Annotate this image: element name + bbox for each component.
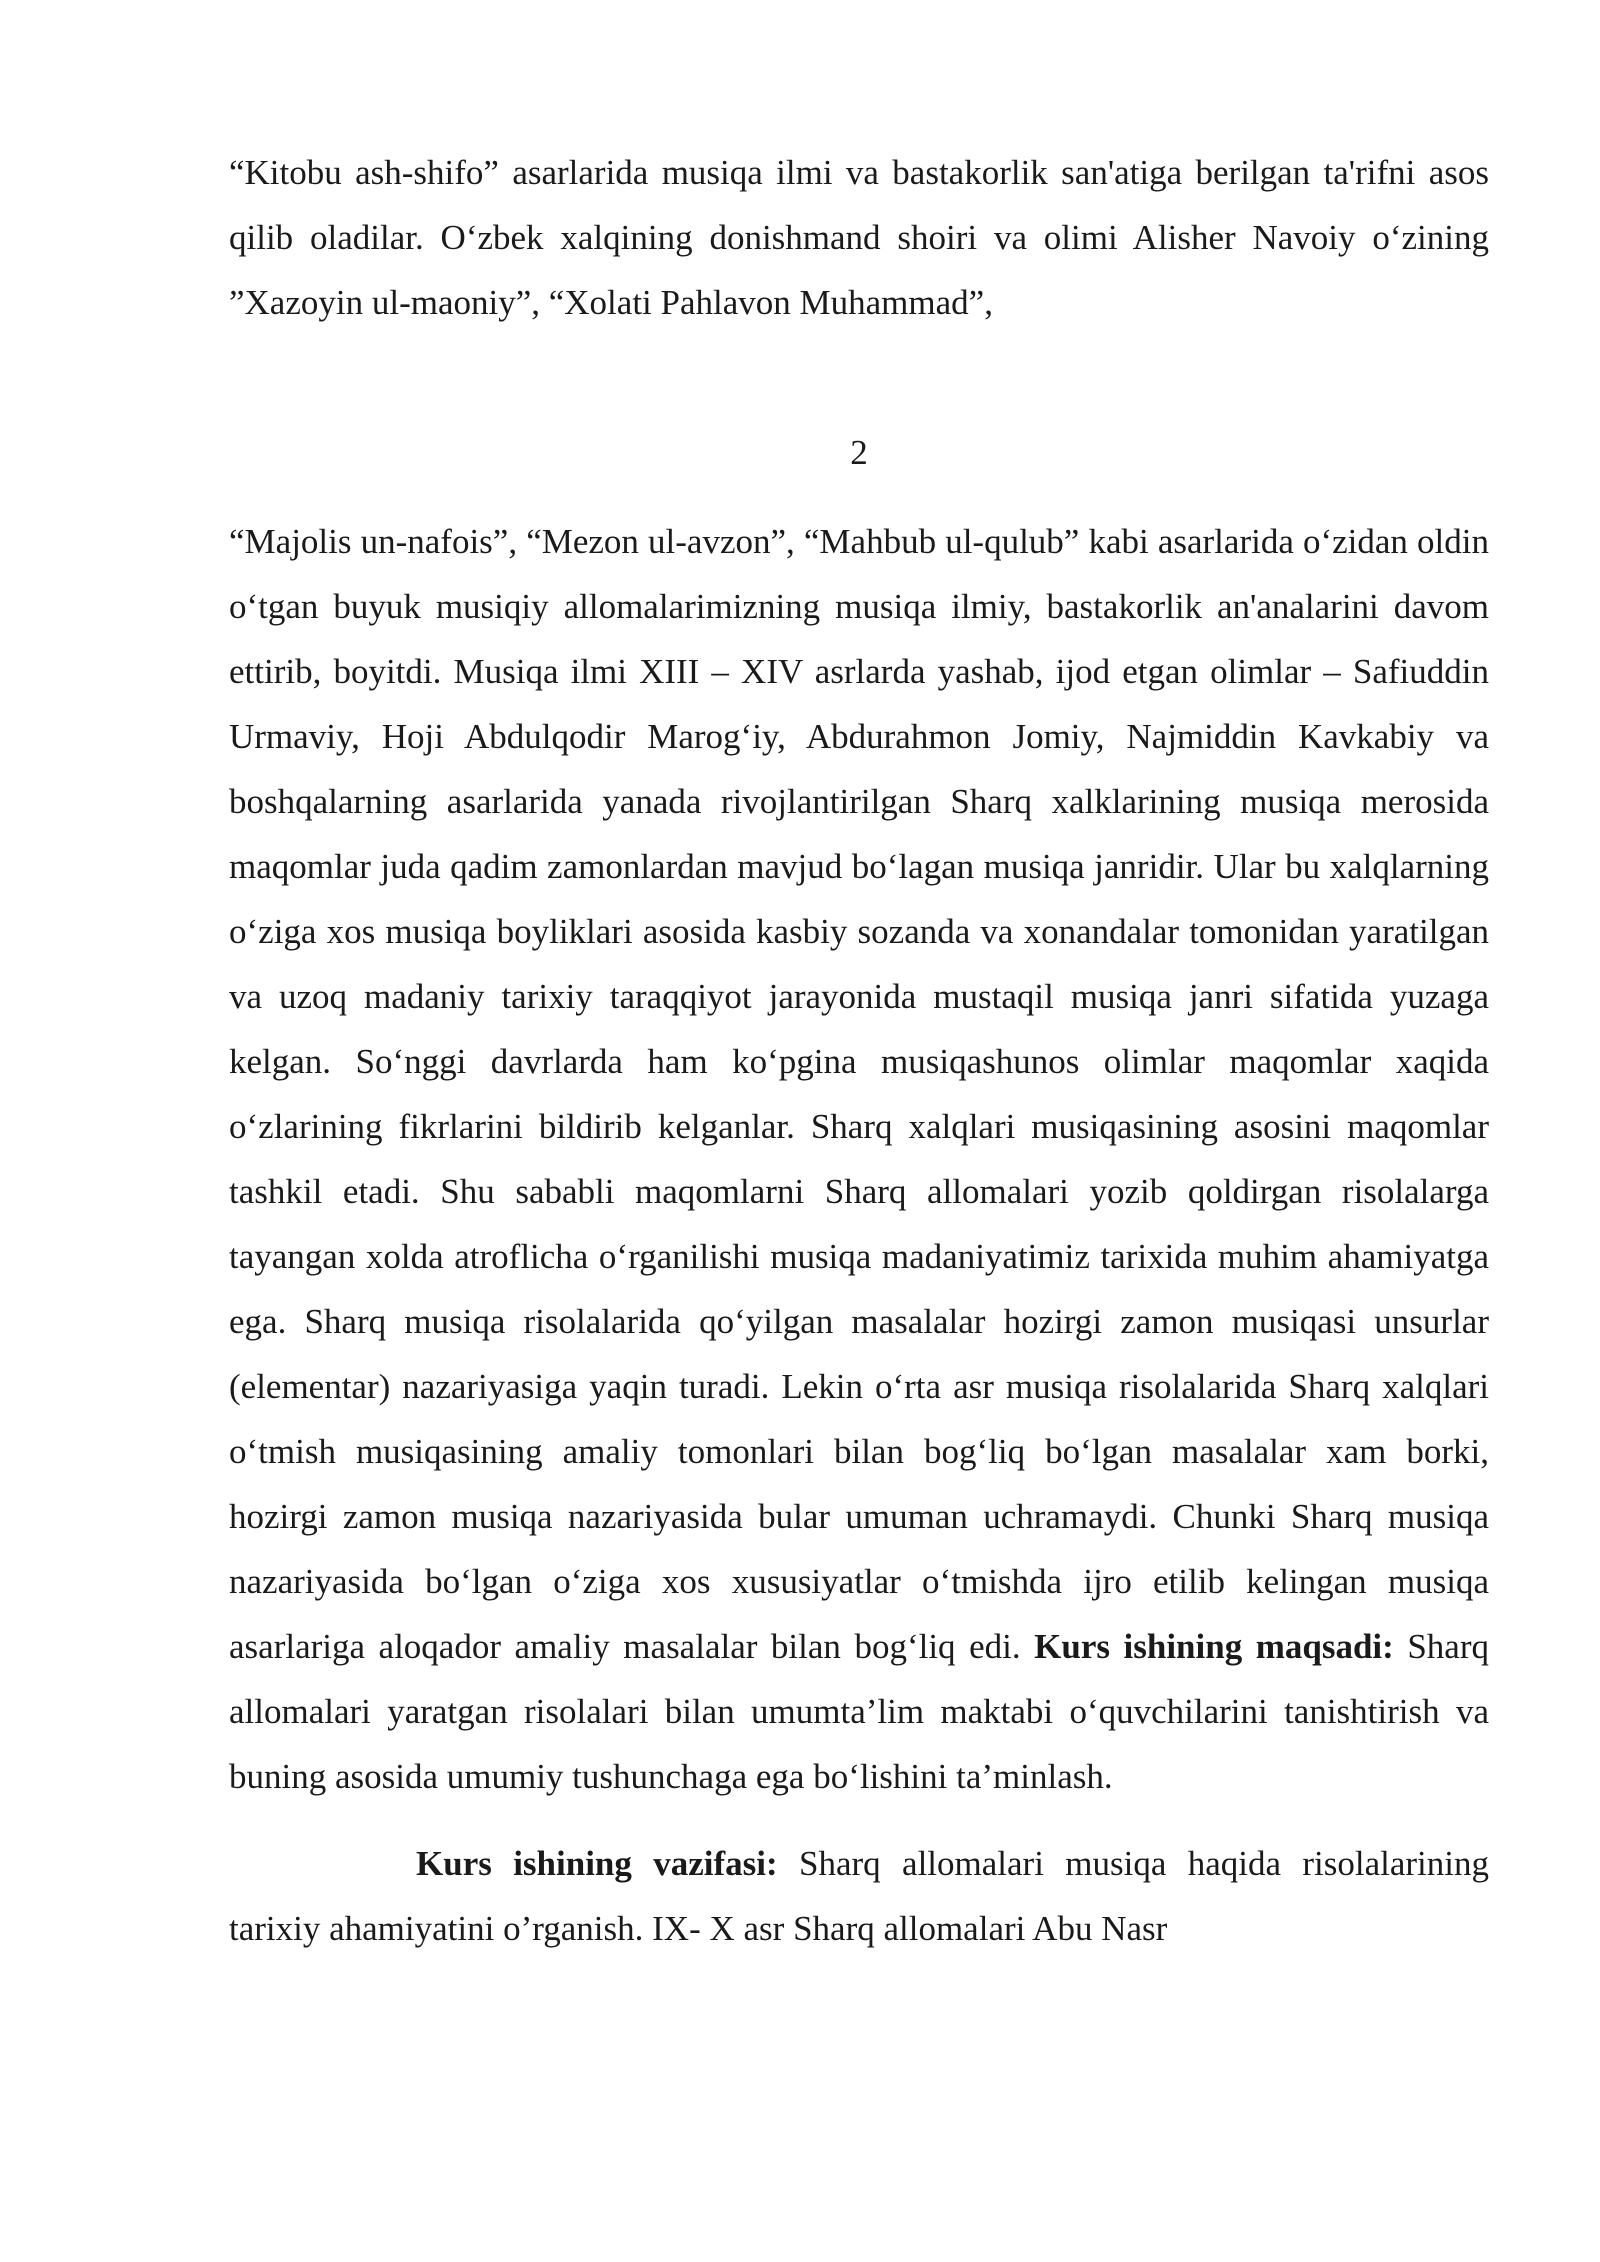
- main-paragraph: [229, 509, 1489, 1809]
- top-paragraph: “Kitobu ash-shifo” asarlarida musiqa ilmi va bastakorlik san'atiga berilgan ta'rifni asos qilib oladilar. O‘zbek xalqining donishmand shoiri va olimi Alisher Navoiy o‘zining ”Xazoyin ul-maoniy”, “Xolati Pahlavon Muhammad”,: [229, 153, 1489, 322]
- goal-text: Sharq allomalari yaratgan risolalari bilan umumta’lim maktabi o‘quvchilarini tanishtirish va buning asosida umumiy tushunchaga ega bo‘lishini ta’minlash.: [229, 1627, 1490, 1796]
- main-paragraph-text: “Majolis un-nafois”, “Mezon ul-avzon”, “Mahbub ul-qulub” kabi asarlarida o‘zidan oldin o‘tgan buyuk musiqiy allomalarimizning musiqa ilmiy, bastakorlik an'analarini davom ettirib, boyitdi. Musiqa ilmi XIII – XIV asrlarda yashab, ijod etgan olimlar – Safiuddin Urmaviy, Hoji Abdulqodir Marog‘iy, Abdurahmon Jomiy, Najmiddin Kavkabiy va boshqalarning asarlarida yanada rivojlantirilgan Sharq xalklarining musiqa merosida maqomlar juda qadim zamonlardan mavjud bo‘lagan musiqa janridir. Ular bu xalqlarning o‘ziga xos musiqa boyliklari asosida kasbiy sozanda va xonandalar tomonidan yaratilgan va uzoq madaniy tarixiy taraqqiyot jarayonida mustaqil musiqa janri sifatida yuzaga kelgan. So‘nggi davrlarda ham ko‘pgina musiqashunos olimlar maqomlar xaqida o‘zlarining fikrlarini bildirib kelganlar. Sharq xalqlari musiqasining asosini maqomlar tashkil etadi. Shu sababli maqomlarni Sharq allomalari yozib qoldirgan risolalarga tayangan xolda atroflicha o‘rganilishi musiqa madaniyatimiz tarixida muhim ahamiyatga ega. Sharq musiqa risolalarida qo‘yilgan masalalar hozirgi zamon musiqasi unsurlar (elementar) nazariyasiga yaqin turadi. Lekin o‘rta asr musiqa risolalarida Sharq xalqlari o‘tmish musiqasining amaliy tomonlari bilan bog‘liq bo‘lgan masalalar xam borki, hozirgi zamon musiqa nazariyasida bular umuman uchramaydi. Chunki Sharq musiqa nazariyasida bo‘lgan o‘ziga xos xususiyatlar o‘tmishda ijro etilib kelingan musiqa asarlariga aloqador amaliy masalalar bilan bog‘liq edi.: [229, 522, 1489, 1666]
- document-page: [229, 140, 1489, 1961]
- tasks-text: Sharq allomalari musiqa haqida risolalarining tarixiy ahamiyatini o’rganish. IX- X asr Sharq allomalari Abu Nasr: [229, 1844, 1489, 1948]
- tasks-label: Kurs ishining vazifasi:: [416, 1844, 778, 1883]
- page-number: 2: [850, 433, 868, 472]
- tasks-paragraph: [229, 1831, 1489, 1961]
- goal-label: Kurs ishining maqsadi:: [1034, 1627, 1394, 1666]
